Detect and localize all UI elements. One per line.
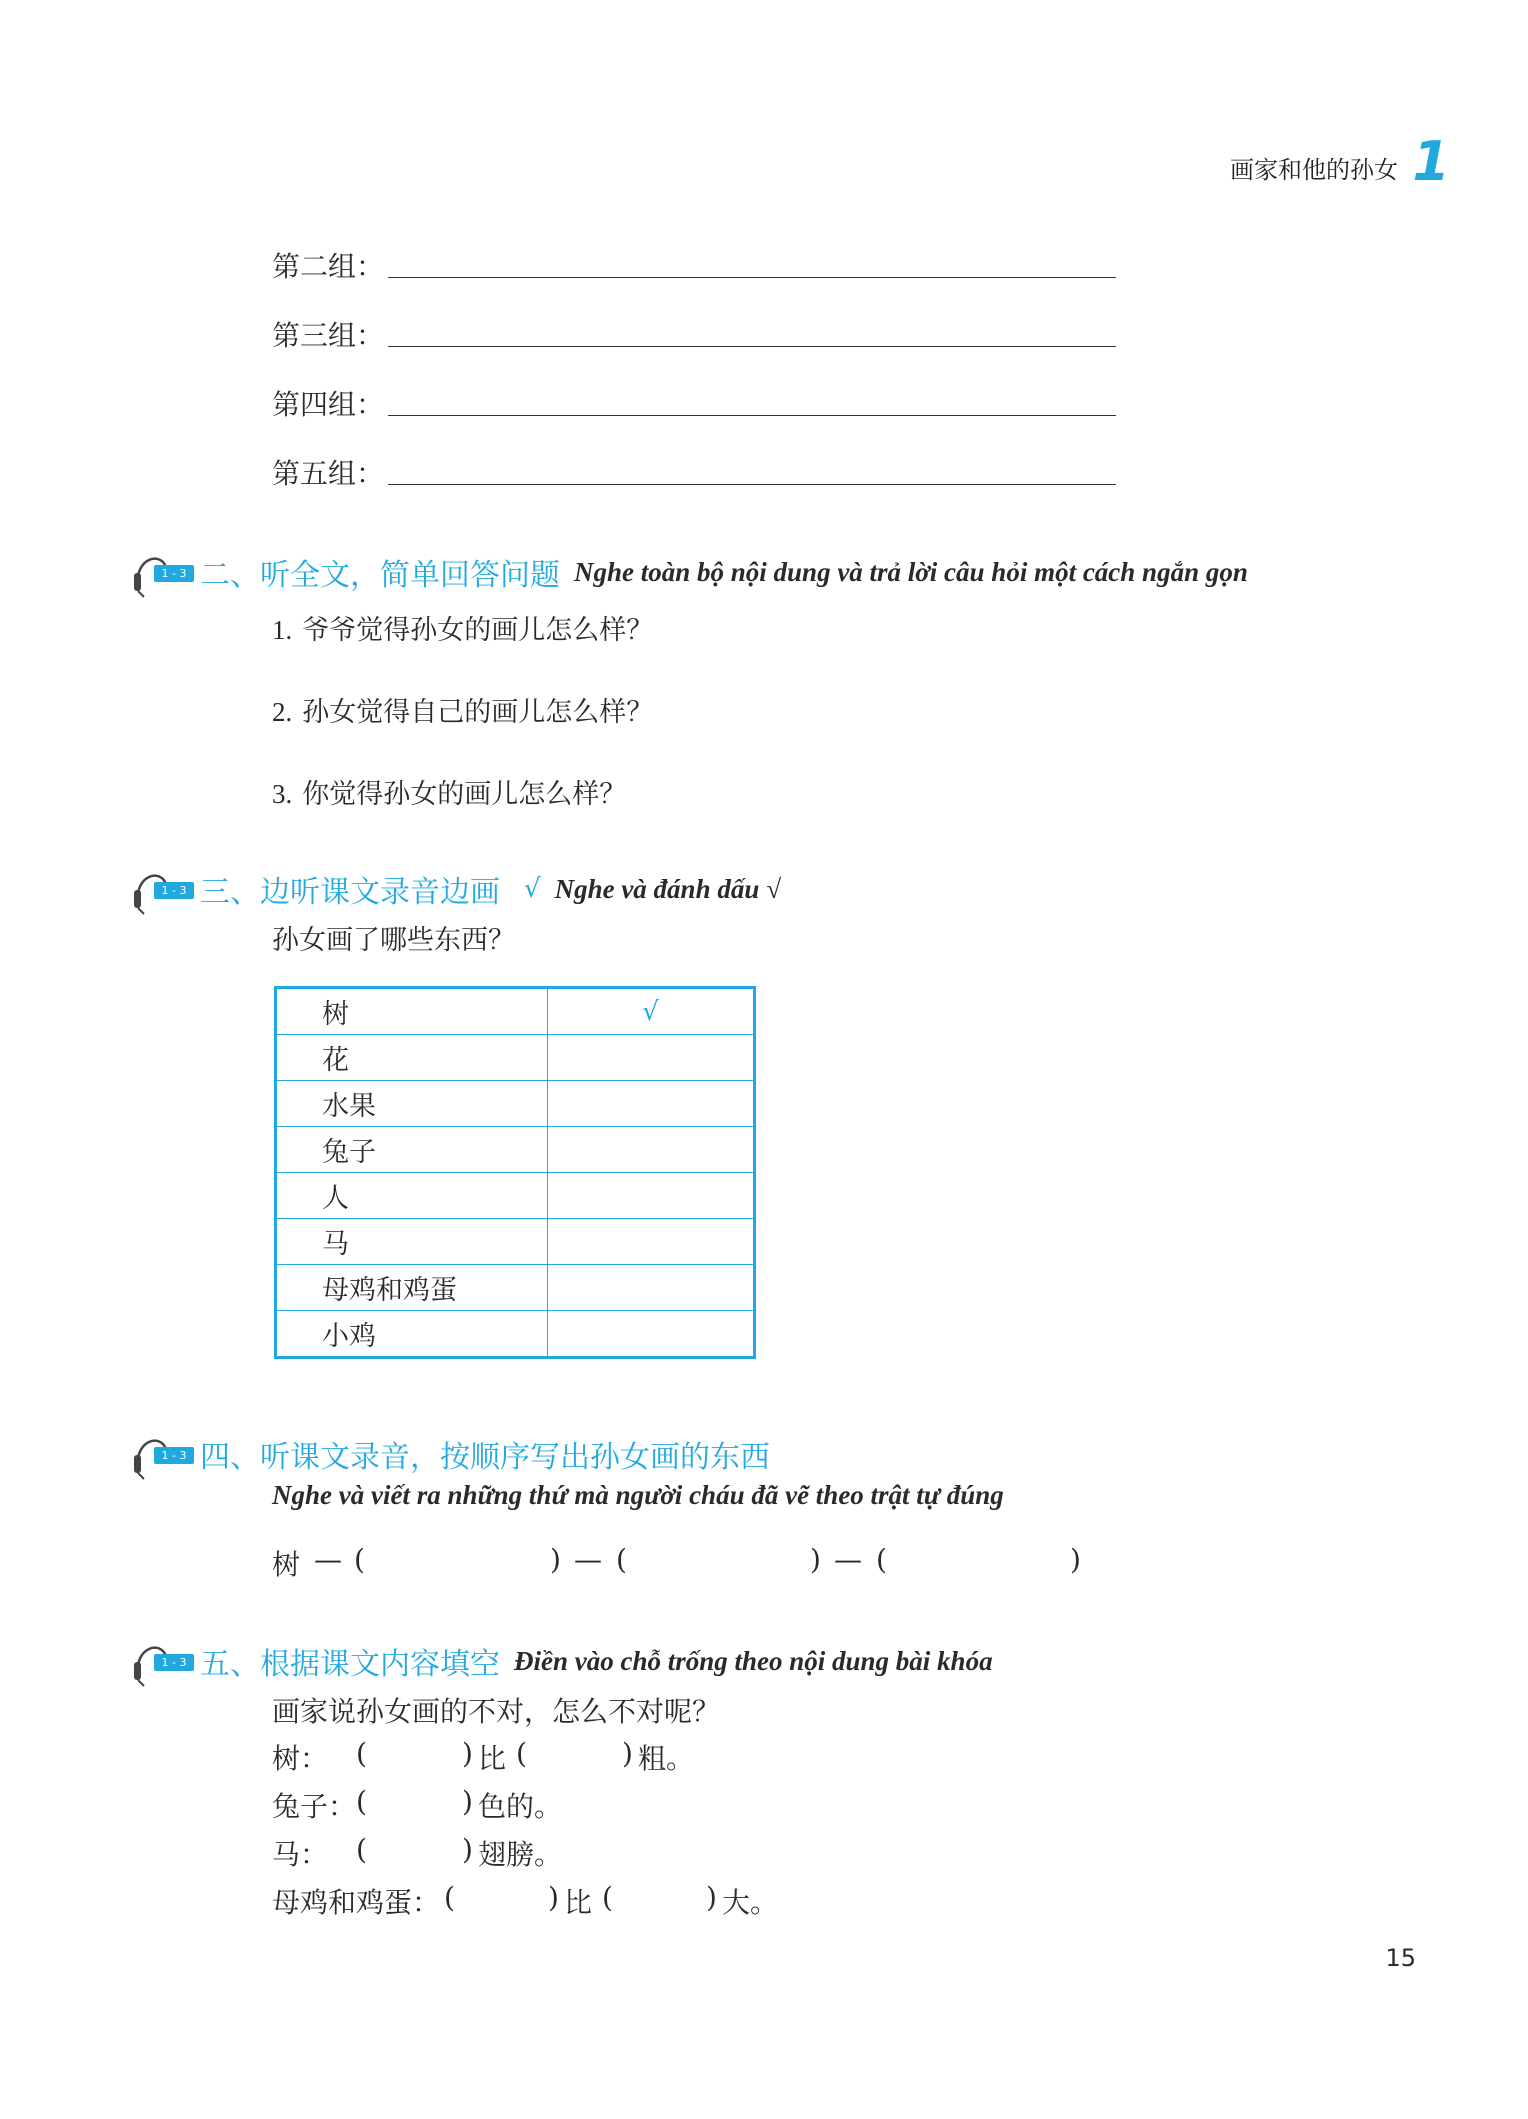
tick-cell[interactable] xyxy=(548,1127,755,1173)
fill-label: 母鸡和鸡蛋： xyxy=(272,1886,441,1919)
page-number: 15 xyxy=(1385,1944,1416,1972)
audio-track-badge: 1 - 3 xyxy=(154,565,194,582)
table-row xyxy=(276,1127,755,1173)
close-paren: ) xyxy=(1070,1543,1081,1576)
item-cell: 小鸡 xyxy=(276,1311,548,1358)
tick-cell[interactable] xyxy=(548,1173,755,1219)
question xyxy=(272,772,626,811)
close-paren: ) xyxy=(462,1833,473,1866)
fill-mid: 比 xyxy=(564,1886,593,1919)
tick-cell[interactable] xyxy=(548,1035,755,1081)
answer-line[interactable] xyxy=(388,277,1116,278)
group-label: 第二组： xyxy=(272,250,385,283)
fill-end: 色的。 xyxy=(478,1790,563,1823)
section-title-cn: 二、听全文，简单回答问题 xyxy=(200,558,560,593)
item-cell: 马 xyxy=(276,1219,548,1265)
headphones-icon xyxy=(130,862,196,916)
question-number: 2. xyxy=(272,697,293,727)
open-paren: ( xyxy=(356,1833,367,1866)
close-paren: ) xyxy=(550,1543,561,1576)
fill-label: 树： xyxy=(272,1742,329,1775)
order-start: 树 xyxy=(272,1548,301,1581)
fill-end: 翅膀。 xyxy=(478,1838,563,1871)
table-row xyxy=(276,988,755,1035)
fill-label: 兔子： xyxy=(272,1790,357,1823)
answer-line[interactable] xyxy=(388,484,1116,485)
open-paren: ( xyxy=(356,1785,367,1818)
question-number: 1. xyxy=(272,615,293,645)
open-paren: ( xyxy=(354,1543,365,1576)
answer-line[interactable] xyxy=(388,415,1116,416)
table-row xyxy=(276,1081,755,1127)
open-paren: ( xyxy=(356,1737,367,1770)
item-cell: 花 xyxy=(276,1035,548,1081)
section-title-cn: 五、根据课文内容填空 xyxy=(200,1647,500,1682)
group-label: 第五组： xyxy=(272,457,385,490)
audio-track-badge: 1 - 3 xyxy=(154,1447,194,1464)
answer-line[interactable] xyxy=(388,346,1116,347)
item-cell: 兔子 xyxy=(276,1127,548,1173)
group-label: 第三组： xyxy=(272,319,385,352)
group-label: 第四组： xyxy=(272,388,385,421)
fill-mid: 比 xyxy=(478,1742,507,1775)
section-title-vn: Nghe và viết ra những thứ mà người cháu đã vẽ theo trật tự đúng xyxy=(272,1480,1004,1510)
dash: — xyxy=(314,1543,342,1576)
item-cell: 母鸡和鸡蛋 xyxy=(276,1265,548,1311)
tick-cell[interactable]: √ xyxy=(548,988,755,1035)
section-5-heading xyxy=(130,1634,993,1688)
table-row xyxy=(276,1035,755,1081)
headphones-icon xyxy=(130,1427,196,1481)
open-paren: ( xyxy=(444,1881,455,1914)
close-paren: ) xyxy=(462,1737,473,1770)
unit-number: 1 xyxy=(1412,130,1450,193)
question-text: 孙女觉得自己的画儿怎么样？ xyxy=(302,697,654,728)
question xyxy=(272,690,653,729)
question-number: 3. xyxy=(272,779,293,809)
close-paren: ) xyxy=(810,1543,821,1576)
close-paren: ) xyxy=(706,1881,717,1914)
open-paren: ( xyxy=(516,1737,527,1770)
table-row xyxy=(276,1219,755,1265)
section-title-cn: 四、听课文录音，按顺序写出孙女画的东西 xyxy=(200,1440,770,1475)
section-5-prompt: 画家说孙女画的不对，怎么不对呢？ xyxy=(272,1695,721,1728)
question-text: 你觉得孙女的画儿怎么样？ xyxy=(302,779,627,810)
item-cell: 水果 xyxy=(276,1081,548,1127)
table-row xyxy=(276,1311,755,1358)
section-3-prompt: 孙女画了哪些东西？ xyxy=(272,925,515,956)
dash: — xyxy=(574,1543,602,1576)
tick-table xyxy=(274,986,756,1359)
tick-cell[interactable] xyxy=(548,1081,755,1127)
open-paren: ( xyxy=(602,1881,613,1914)
section-2-heading xyxy=(130,545,1248,599)
audio-track-badge: 1 - 3 xyxy=(154,882,194,899)
headphones-icon xyxy=(130,1634,196,1688)
section-title-vn: Nghe và đánh dấu √ xyxy=(554,873,781,904)
fill-end: 大。 xyxy=(722,1886,779,1919)
dash: — xyxy=(834,1543,862,1576)
running-header-title: 画家和他的孙女 xyxy=(1230,156,1398,184)
tick-cell[interactable] xyxy=(548,1219,755,1265)
close-paren: ) xyxy=(548,1881,559,1914)
tick-cell[interactable] xyxy=(548,1311,755,1358)
headphones-icon xyxy=(130,545,196,599)
table-row xyxy=(276,1173,755,1219)
close-paren: ) xyxy=(462,1785,473,1818)
fill-end: 粗。 xyxy=(638,1742,695,1775)
close-paren: ) xyxy=(622,1737,633,1770)
section-3-heading xyxy=(130,862,781,916)
audio-track-badge: 1 - 3 xyxy=(154,1654,194,1671)
table-row xyxy=(276,1265,755,1311)
open-paren: ( xyxy=(616,1543,627,1576)
question xyxy=(272,608,653,647)
fill-label: 马： xyxy=(272,1838,329,1871)
open-paren: ( xyxy=(876,1543,887,1576)
tick-cell[interactable] xyxy=(548,1265,755,1311)
section-4-heading xyxy=(130,1427,770,1481)
question-text: 爷爷觉得孙女的画儿怎么样？ xyxy=(302,615,654,646)
section-title-vn: Nghe toàn bộ nội dung và trả lời câu hỏi một cách ngắn gọn xyxy=(574,556,1248,587)
item-cell: 树 xyxy=(276,988,548,1035)
check-glyph: √ xyxy=(524,874,541,904)
item-cell: 人 xyxy=(276,1173,548,1219)
section-title-vn: Điền vào chỗ trống theo nội dung bài khóa xyxy=(514,1645,993,1676)
section-title-cn: 三、边听课文录音边画 xyxy=(200,875,500,910)
